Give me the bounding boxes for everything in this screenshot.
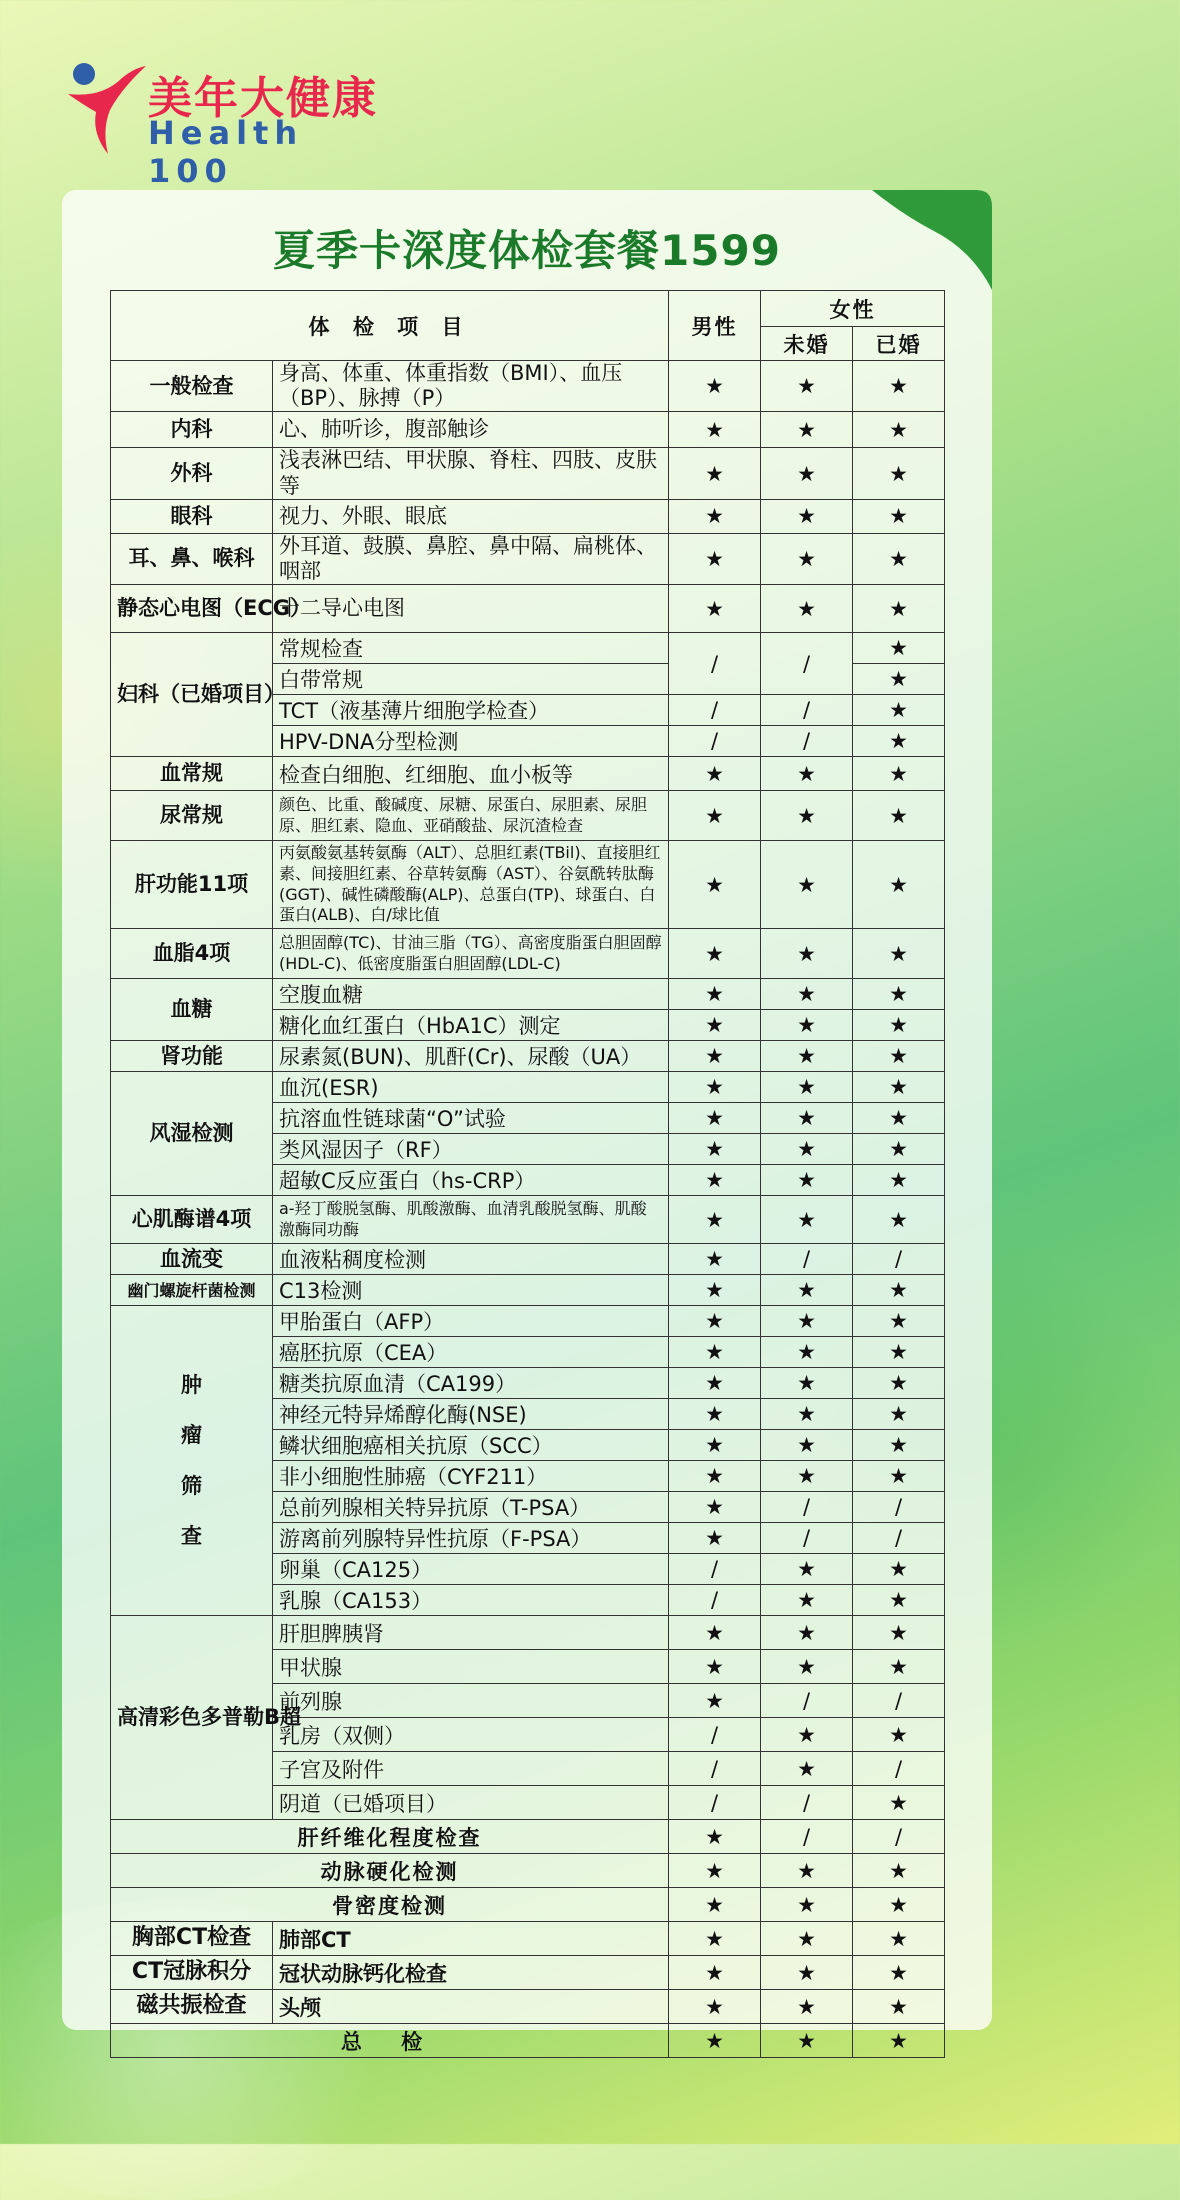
male-mark: ★ [669, 1888, 761, 1922]
married-mark: ★ [853, 664, 945, 695]
checkup-table [110, 290, 945, 2058]
married-mark: ★ [853, 791, 945, 841]
male-mark: ★ [669, 1616, 761, 1650]
item-cell: 神经元特异烯醇化酶(NSE) [273, 1399, 669, 1430]
married-mark: / [853, 1244, 945, 1275]
married-mark: / [853, 1752, 945, 1786]
married-mark: ★ [853, 1399, 945, 1430]
final-check: 总 检 [111, 2024, 669, 2058]
married-mark: ★ [853, 1786, 945, 1820]
male-mark: / [669, 726, 761, 757]
male-mark: ★ [669, 791, 761, 841]
item-cell: 检查白细胞、红细胞、血小板等 [273, 757, 669, 791]
item-cell: 阴道（已婚项目） [273, 1786, 669, 1820]
item-cell: 血液粘稠度检测 [273, 1244, 669, 1275]
category-heart: 心肌酶谱4项 [111, 1196, 273, 1244]
table-row [111, 361, 945, 412]
item-cell: 乳房（双侧） [273, 1718, 669, 1752]
married-mark: / [853, 1820, 945, 1854]
married-mark: ★ [853, 1888, 945, 1922]
married-mark: ★ [853, 1430, 945, 1461]
unmarried-mark: ★ [761, 757, 853, 791]
item-cell: 癌胚抗原（CEA） [273, 1337, 669, 1368]
table-row [111, 1306, 945, 1337]
category-cell: 内科 [111, 412, 273, 448]
table-row [111, 1041, 945, 1072]
married-mark: / [853, 1684, 945, 1718]
married-mark: ★ [853, 1990, 945, 2024]
full-row-label: 肝纤维化程度检查 [111, 1820, 669, 1854]
unmarried-mark: ★ [761, 1718, 853, 1752]
unmarried-mark: / [761, 1820, 853, 1854]
item-cell: 总前列腺相关特异抗原（T-PSA） [273, 1492, 669, 1523]
male-mark: ★ [669, 1368, 761, 1399]
married-mark: ★ [853, 1010, 945, 1041]
category-cell: 耳、鼻、喉科 [111, 533, 273, 584]
category-cell: 外科 [111, 448, 273, 499]
item-cell: 非小细胞性肺癌（CYF211） [273, 1461, 669, 1492]
married-mark: ★ [853, 1554, 945, 1585]
category-cell: CT冠脉积分 [111, 1956, 273, 1990]
item-cell: 前列腺 [273, 1684, 669, 1718]
male-mark: ★ [669, 499, 761, 533]
unmarried-mark: ★ [761, 1275, 853, 1306]
table-row [111, 757, 945, 791]
married-mark: ★ [853, 1196, 945, 1244]
item-cell: 空腹血糖 [273, 979, 669, 1010]
unmarried-mark: ★ [761, 1585, 853, 1616]
married-mark: ★ [853, 929, 945, 979]
unmarried-mark: ★ [761, 1165, 853, 1196]
married-mark: ★ [853, 1275, 945, 1306]
header-married: 已婚 [853, 327, 945, 361]
item-cell: 糖类抗原血清（CA199） [273, 1368, 669, 1399]
item-cell: 浅表淋巴结、甲状腺、脊柱、四肢、皮肤等 [273, 448, 669, 499]
logo-name: 美年大健康 [148, 73, 378, 124]
married-mark: ★ [853, 412, 945, 448]
item-cell: C13检测 [273, 1275, 669, 1306]
category-rheum: 风湿检测 [111, 1072, 273, 1196]
table-row [111, 791, 945, 841]
male-mark: ★ [669, 1275, 761, 1306]
male-mark: ★ [669, 929, 761, 979]
table-row [111, 499, 945, 533]
page-title: 夏季卡深度体检套餐1599 [273, 226, 781, 275]
unmarried-mark: ★ [761, 1616, 853, 1650]
married-mark: ★ [853, 1854, 945, 1888]
unmarried-mark: ★ [761, 361, 853, 412]
table-row [111, 1820, 945, 1854]
married-mark: ★ [853, 1337, 945, 1368]
package-card [62, 190, 992, 2054]
item-cell: 甲胎蛋白（AFP） [273, 1306, 669, 1337]
table-row [111, 585, 945, 633]
table-row [111, 1854, 945, 1888]
item-cell: 甲状腺 [273, 1650, 669, 1684]
male-mark: ★ [669, 1010, 761, 1041]
category-bscan: 高清彩色多普勒B超 [111, 1616, 273, 1820]
male-mark: ★ [669, 1854, 761, 1888]
item-cell: 游离前列腺特异性抗原（F-PSA） [273, 1523, 669, 1554]
married-mark: ★ [853, 633, 945, 664]
category-kidney: 肾功能 [111, 1041, 273, 1072]
unmarried-mark: ★ [761, 1922, 853, 1956]
male-mark: / [669, 1585, 761, 1616]
full-row-label: 骨密度检测 [111, 1888, 669, 1922]
unmarried-mark: ★ [761, 1554, 853, 1585]
married-mark: ★ [853, 757, 945, 791]
married-mark: ★ [853, 1461, 945, 1492]
item-cell: 鳞状细胞癌相关抗原（SCC） [273, 1430, 669, 1461]
table-row [111, 841, 945, 929]
unmarried-mark: ★ [761, 929, 853, 979]
table-row [111, 1922, 945, 1956]
unmarried-mark: ★ [761, 1041, 853, 1072]
category-cell: 眼科 [111, 499, 273, 533]
male-mark: ★ [669, 841, 761, 929]
item-cell: 糖化血红蛋白（HbA1C）测定 [273, 1010, 669, 1041]
item-cell: 肝胆脾胰肾 [273, 1616, 669, 1650]
unmarried-mark: ★ [761, 1752, 853, 1786]
male-mark: ★ [669, 585, 761, 633]
table-row [111, 1072, 945, 1103]
unmarried-mark: ★ [761, 499, 853, 533]
item-cell: 身高、体重、体重指数（BMI）、血压（BP）、脉搏（P） [273, 361, 669, 412]
item-cell: HPV-DNA分型检测 [273, 726, 669, 757]
male-mark: ★ [669, 1165, 761, 1196]
category-cell: 血常规 [111, 757, 273, 791]
table-row [111, 1990, 945, 2024]
item-cell: 乳腺（CA153） [273, 1585, 669, 1616]
male-mark: ★ [669, 1244, 761, 1275]
unmarried-mark: ★ [761, 1103, 853, 1134]
unmarried-mark: / [761, 726, 853, 757]
item-cell: 视力、外眼、眼底 [273, 499, 669, 533]
item-cell: 肺部CT [273, 1922, 669, 1956]
married-mark: ★ [853, 979, 945, 1010]
married-mark: ★ [853, 841, 945, 929]
married-mark: ★ [853, 2024, 945, 2058]
unmarried-mark: ★ [761, 1072, 853, 1103]
category-cell: 磁共振检查 [111, 1990, 273, 2024]
unmarried-mark: / [761, 695, 853, 726]
header-male: 男性 [669, 291, 761, 361]
male-mark: / [669, 1786, 761, 1820]
category-tumor: 肿瘤筛查 [111, 1306, 273, 1616]
male-mark: / [669, 1718, 761, 1752]
item-cell: 外耳道、鼓膜、鼻腔、鼻中隔、扁桃体、咽部 [273, 533, 669, 584]
logo-subtitle: Health 100 [148, 114, 304, 190]
male-mark: ★ [669, 1650, 761, 1684]
male-mark: ★ [669, 1041, 761, 1072]
unmarried-mark: ★ [761, 412, 853, 448]
item-cell: 常规检查 [273, 633, 669, 664]
category-cell: 一般检查 [111, 361, 273, 412]
table-row [111, 1888, 945, 1922]
male-mark: ★ [669, 1990, 761, 2024]
unmarried-mark: / [761, 633, 853, 695]
item-cell: 总胆固醇(TC)、甘油三脂（TG）、高密度脂蛋白胆固醇(HDL-C)、低密度脂蛋白胆固醇(LDL-C) [273, 929, 669, 979]
male-mark: ★ [669, 448, 761, 499]
item-cell: 血沉(ESR) [273, 1072, 669, 1103]
logo-person-icon [62, 58, 152, 158]
table-row [111, 2024, 945, 2058]
unmarried-mark: ★ [761, 448, 853, 499]
married-mark: ★ [853, 361, 945, 412]
male-mark: ★ [669, 1956, 761, 1990]
male-mark: ★ [669, 1337, 761, 1368]
male-mark: ★ [669, 1103, 761, 1134]
male-mark: ★ [669, 757, 761, 791]
male-mark: ★ [669, 533, 761, 584]
married-mark: ★ [853, 1922, 945, 1956]
unmarried-mark: ★ [761, 1990, 853, 2024]
unmarried-mark: / [761, 1684, 853, 1718]
category-hp: 幽门螺旋杆菌检测 [111, 1275, 273, 1306]
male-mark: ★ [669, 1134, 761, 1165]
married-mark: ★ [853, 1718, 945, 1752]
category-cell: 胸部CT检查 [111, 1922, 273, 1956]
unmarried-mark: ★ [761, 533, 853, 584]
unmarried-mark: ★ [761, 1337, 853, 1368]
married-mark: ★ [853, 1134, 945, 1165]
table-row [111, 929, 945, 979]
unmarried-mark: ★ [761, 1134, 853, 1165]
unmarried-mark: / [761, 1523, 853, 1554]
header-items: 体 检 项 目 [111, 291, 669, 361]
married-mark: / [853, 1523, 945, 1554]
male-mark: / [669, 695, 761, 726]
table-row [111, 412, 945, 448]
brand-logo [62, 58, 382, 190]
unmarried-mark: ★ [761, 1196, 853, 1244]
unmarried-mark: ★ [761, 1010, 853, 1041]
unmarried-mark: ★ [761, 1956, 853, 1990]
male-mark: ★ [669, 1072, 761, 1103]
married-mark: ★ [853, 533, 945, 584]
male-mark: ★ [669, 1820, 761, 1854]
married-mark: ★ [853, 1650, 945, 1684]
table-row [111, 1956, 945, 1990]
unmarried-mark: ★ [761, 791, 853, 841]
married-mark: / [853, 1492, 945, 1523]
category-cell: 肝功能11项 [111, 841, 273, 929]
married-mark: ★ [853, 1368, 945, 1399]
table-row [111, 448, 945, 499]
item-cell: TCT（液基薄片细胞学检查） [273, 695, 669, 726]
item-cell: 超敏C反应蛋白（hs-CRP） [273, 1165, 669, 1196]
item-cell: 子宫及附件 [273, 1752, 669, 1786]
header-unmarried: 未婚 [761, 327, 853, 361]
item-cell: 尿素氮(BUN)、肌酐(Cr)、尿酸（UA） [273, 1041, 669, 1072]
unmarried-mark: / [761, 1492, 853, 1523]
category-cell: 血脂4项 [111, 929, 273, 979]
item-cell: a-羟丁酸脱氢酶、肌酸激酶、血清乳酸脱氢酶、肌酸激酶同功酶 [273, 1196, 669, 1244]
male-mark: ★ [669, 1196, 761, 1244]
item-cell: 颜色、比重、酸碱度、尿糖、尿蛋白、尿胆素、尿胆原、胆红素、隐血、亚硝酸盐、尿沉渣检查 [273, 791, 669, 841]
married-mark: ★ [853, 1165, 945, 1196]
unmarried-mark: ★ [761, 2024, 853, 2058]
married-mark: ★ [853, 585, 945, 633]
category-cell: 尿常规 [111, 791, 273, 841]
married-mark: ★ [853, 448, 945, 499]
category-sugar: 血糖 [111, 979, 273, 1041]
unmarried-mark: ★ [761, 841, 853, 929]
male-mark: / [669, 1554, 761, 1585]
married-mark: ★ [853, 1072, 945, 1103]
item-cell: 白带常规 [273, 664, 669, 695]
male-mark: / [669, 1752, 761, 1786]
table-row [111, 291, 945, 327]
male-mark: ★ [669, 361, 761, 412]
unmarried-mark: ★ [761, 1461, 853, 1492]
unmarried-mark: ★ [761, 585, 853, 633]
item-cell: 心、肺听诊，腹部触诊 [273, 412, 669, 448]
table-row [111, 1275, 945, 1306]
married-mark: ★ [853, 726, 945, 757]
male-mark: ★ [669, 1430, 761, 1461]
male-mark: / [669, 633, 761, 695]
married-mark: ★ [853, 1041, 945, 1072]
male-mark: ★ [669, 1523, 761, 1554]
table-row [111, 1244, 945, 1275]
header-female: 女性 [761, 291, 945, 327]
unmarried-mark: / [761, 1244, 853, 1275]
male-mark: ★ [669, 2024, 761, 2058]
category-cell: 静态心电图（ECG） [111, 585, 273, 633]
table-row [111, 1196, 945, 1244]
male-mark: ★ [669, 1684, 761, 1718]
unmarried-mark: ★ [761, 1399, 853, 1430]
full-row-label: 动脉硬化检测 [111, 1854, 669, 1888]
married-mark: ★ [853, 1956, 945, 1990]
male-mark: ★ [669, 1922, 761, 1956]
male-mark: ★ [669, 1399, 761, 1430]
unmarried-mark: ★ [761, 1368, 853, 1399]
unmarried-mark: / [761, 1786, 853, 1820]
category-gyn: 妇科（已婚项目） [111, 633, 273, 757]
unmarried-mark: ★ [761, 979, 853, 1010]
item-cell: 头颅 [273, 1990, 669, 2024]
male-mark: ★ [669, 1492, 761, 1523]
item-cell: 丙氨酸氨基转氨酶（ALT）、总胆红素(TBil)、直接胆红素、间接胆红素、谷草转氨酶（AST）、谷氨酰转肽酶(GGT)、碱性磷酸酶(ALP)、总蛋白(TP)、球蛋白、白蛋白(ALB)、白/球比值 [273, 841, 669, 929]
item-cell: 卵巢（CA125） [273, 1554, 669, 1585]
item-cell: 抗溶血性链球菌“O”试验 [273, 1103, 669, 1134]
category-blood: 血流变 [111, 1244, 273, 1275]
table-row [111, 979, 945, 1010]
male-mark: ★ [669, 1461, 761, 1492]
item-cell: 十二导心电图 [273, 585, 669, 633]
male-mark: ★ [669, 1306, 761, 1337]
married-mark: ★ [853, 695, 945, 726]
married-mark: ★ [853, 1306, 945, 1337]
table-row [111, 633, 945, 664]
male-mark: ★ [669, 979, 761, 1010]
married-mark: ★ [853, 1103, 945, 1134]
male-mark: ★ [669, 412, 761, 448]
unmarried-mark: ★ [761, 1306, 853, 1337]
married-mark: ★ [853, 499, 945, 533]
married-mark: ★ [853, 1616, 945, 1650]
unmarried-mark: ★ [761, 1888, 853, 1922]
item-cell: 类风湿因子（RF） [273, 1134, 669, 1165]
item-cell: 冠状动脉钙化检查 [273, 1956, 669, 1990]
table-row [111, 1616, 945, 1650]
table-row [111, 533, 945, 584]
unmarried-mark: ★ [761, 1650, 853, 1684]
unmarried-mark: ★ [761, 1854, 853, 1888]
married-mark: ★ [853, 1585, 945, 1616]
unmarried-mark: ★ [761, 1430, 853, 1461]
